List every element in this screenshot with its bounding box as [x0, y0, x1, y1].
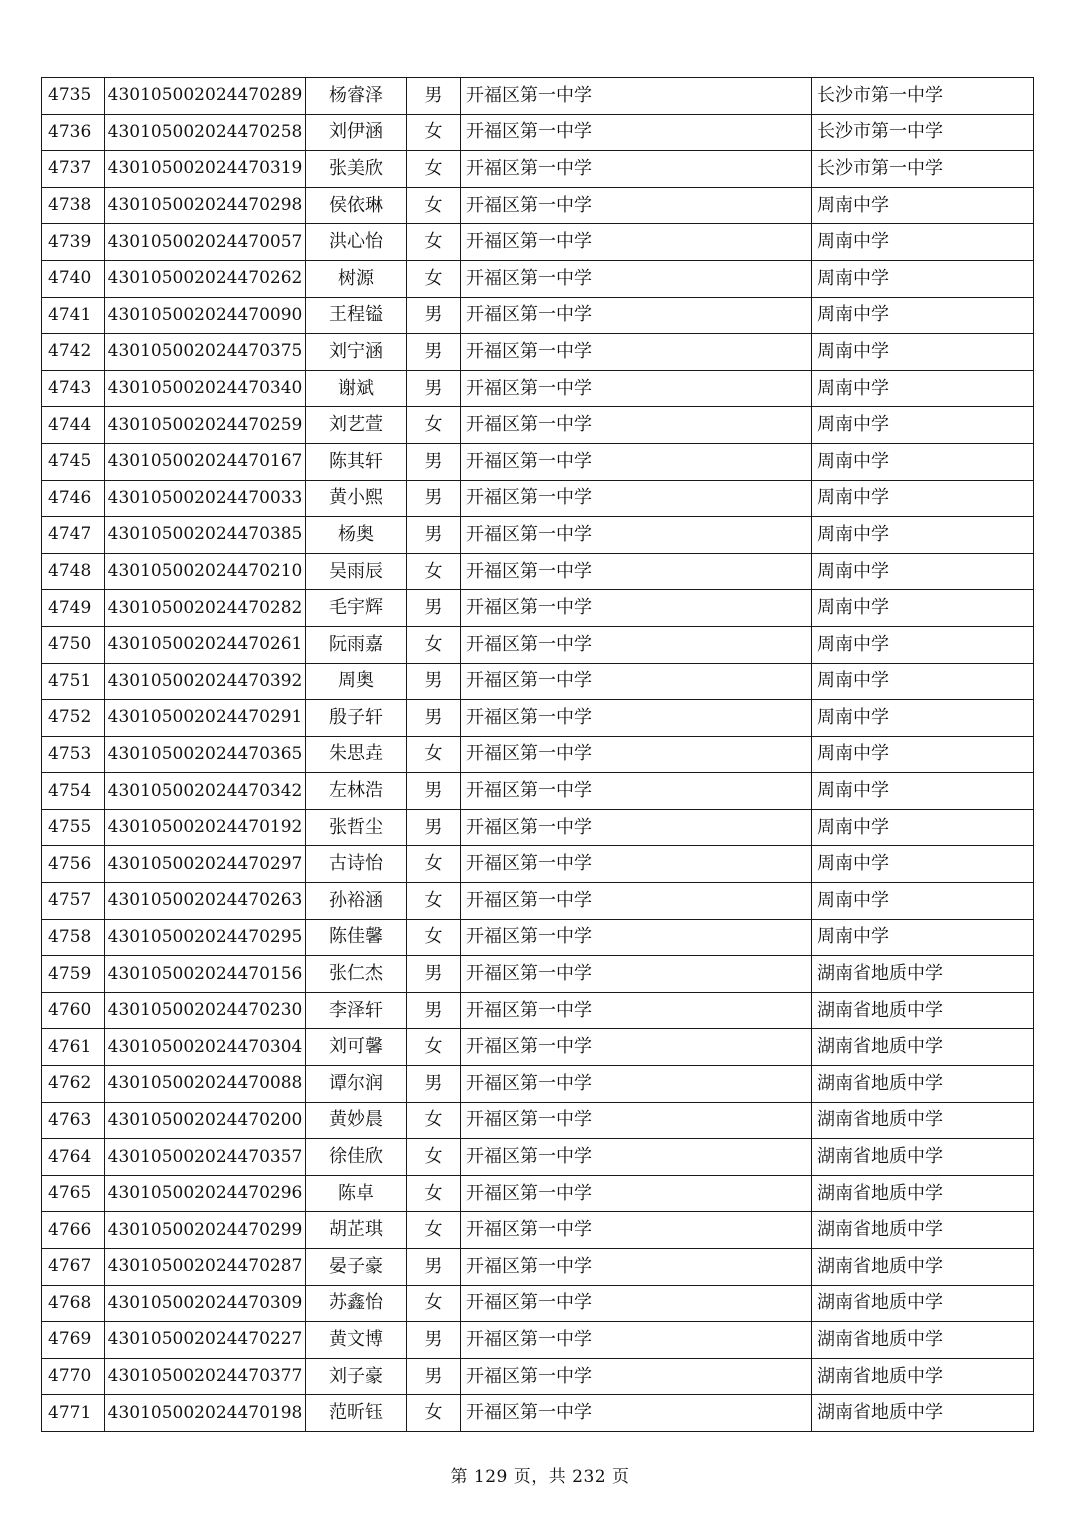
student-name-cell: 陈卓	[306, 1175, 407, 1212]
table-row	[42, 443, 1034, 480]
admitted-school-cell: 周南中学	[812, 260, 1034, 297]
student-roster-table	[41, 77, 1034, 1432]
seq-number-cell: 4766	[42, 1212, 105, 1249]
admitted-school-cell: 湖南省地质中学	[812, 1285, 1034, 1322]
table-row	[42, 1139, 1034, 1176]
exam-id-cell: 430105002024470259	[105, 407, 306, 444]
admitted-school-cell: 周南中学	[812, 553, 1034, 590]
table-row	[42, 1285, 1034, 1322]
seq-number-cell: 4751	[42, 663, 105, 700]
table-row	[42, 114, 1034, 151]
origin-school-cell: 开福区第一中学	[461, 517, 812, 554]
origin-school-cell: 开福区第一中学	[461, 443, 812, 480]
table-row	[42, 1322, 1034, 1359]
seq-number-cell: 4753	[42, 736, 105, 773]
table-row	[42, 809, 1034, 846]
gender-cell: 女	[407, 846, 461, 883]
admitted-school-cell: 长沙市第一中学	[812, 114, 1034, 151]
table-row	[42, 1395, 1034, 1432]
exam-id-cell: 430105002024470057	[105, 224, 306, 261]
origin-school-cell: 开福区第一中学	[461, 1139, 812, 1176]
seq-number-cell: 4735	[42, 78, 105, 115]
gender-cell: 女	[407, 1029, 461, 1066]
student-name-cell: 陈其轩	[306, 443, 407, 480]
exam-id-cell: 430105002024470262	[105, 260, 306, 297]
seq-number-cell: 4771	[42, 1395, 105, 1432]
seq-number-cell: 4746	[42, 480, 105, 517]
student-name-cell: 黄小熙	[306, 480, 407, 517]
exam-id-cell: 430105002024470090	[105, 297, 306, 334]
admitted-school-cell: 周南中学	[812, 334, 1034, 371]
exam-id-cell: 430105002024470263	[105, 883, 306, 920]
gender-cell: 男	[407, 773, 461, 810]
exam-id-cell: 430105002024470088	[105, 1066, 306, 1103]
admitted-school-cell: 周南中学	[812, 297, 1034, 334]
table-row	[42, 334, 1034, 371]
origin-school-cell: 开福区第一中学	[461, 334, 812, 371]
student-name-cell: 周奥	[306, 663, 407, 700]
exam-id-cell: 430105002024470261	[105, 626, 306, 663]
exam-id-cell: 430105002024470357	[105, 1139, 306, 1176]
student-name-cell: 毛宇辉	[306, 590, 407, 627]
gender-cell: 女	[407, 114, 461, 151]
seq-number-cell: 4764	[42, 1139, 105, 1176]
seq-number-cell: 4750	[42, 626, 105, 663]
table-row	[42, 736, 1034, 773]
table-row	[42, 151, 1034, 188]
student-name-cell: 树源	[306, 260, 407, 297]
admitted-school-cell: 周南中学	[812, 224, 1034, 261]
seq-number-cell: 4761	[42, 1029, 105, 1066]
table-row	[42, 297, 1034, 334]
gender-cell: 女	[407, 407, 461, 444]
table-row	[42, 224, 1034, 261]
origin-school-cell: 开福区第一中学	[461, 78, 812, 115]
origin-school-cell: 开福区第一中学	[461, 1249, 812, 1286]
admitted-school-cell: 周南中学	[812, 809, 1034, 846]
table-row	[42, 1066, 1034, 1103]
student-name-cell: 张仁杰	[306, 956, 407, 993]
origin-school-cell: 开福区第一中学	[461, 883, 812, 920]
exam-id-cell: 430105002024470385	[105, 517, 306, 554]
gender-cell: 女	[407, 151, 461, 188]
admitted-school-cell: 湖南省地质中学	[812, 1066, 1034, 1103]
exam-id-cell: 430105002024470296	[105, 1175, 306, 1212]
gender-cell: 男	[407, 809, 461, 846]
seq-number-cell: 4744	[42, 407, 105, 444]
seq-number-cell: 4767	[42, 1249, 105, 1286]
admitted-school-cell: 周南中学	[812, 590, 1034, 627]
seq-number-cell: 4752	[42, 700, 105, 737]
table-row	[42, 773, 1034, 810]
origin-school-cell: 开福区第一中学	[461, 1175, 812, 1212]
exam-id-cell: 430105002024470210	[105, 553, 306, 590]
origin-school-cell: 开福区第一中学	[461, 846, 812, 883]
table-row	[42, 480, 1034, 517]
student-name-cell: 侯依琳	[306, 187, 407, 224]
admitted-school-cell: 周南中学	[812, 187, 1034, 224]
student-name-cell: 洪心怡	[306, 224, 407, 261]
student-name-cell: 左林浩	[306, 773, 407, 810]
origin-school-cell: 开福区第一中学	[461, 480, 812, 517]
admitted-school-cell: 周南中学	[812, 443, 1034, 480]
seq-number-cell: 4754	[42, 773, 105, 810]
table-row	[42, 590, 1034, 627]
gender-cell: 女	[407, 553, 461, 590]
gender-cell: 男	[407, 1322, 461, 1359]
student-name-cell: 杨睿泽	[306, 78, 407, 115]
admitted-school-cell: 湖南省地质中学	[812, 1139, 1034, 1176]
table-row	[42, 260, 1034, 297]
origin-school-cell: 开福区第一中学	[461, 1029, 812, 1066]
origin-school-cell: 开福区第一中学	[461, 1322, 812, 1359]
student-name-cell: 苏鑫怡	[306, 1285, 407, 1322]
seq-number-cell: 4756	[42, 846, 105, 883]
origin-school-cell: 开福区第一中学	[461, 151, 812, 188]
student-name-cell: 徐佳欣	[306, 1139, 407, 1176]
gender-cell: 女	[407, 1395, 461, 1432]
exam-id-cell: 430105002024470342	[105, 773, 306, 810]
table-row	[42, 370, 1034, 407]
table-row	[42, 187, 1034, 224]
exam-id-cell: 430105002024470377	[105, 1358, 306, 1395]
admitted-school-cell: 周南中学	[812, 846, 1034, 883]
gender-cell: 男	[407, 992, 461, 1029]
table-row	[42, 663, 1034, 700]
seq-number-cell: 4736	[42, 114, 105, 151]
student-name-cell: 晏子豪	[306, 1249, 407, 1286]
admitted-school-cell: 湖南省地质中学	[812, 1175, 1034, 1212]
gender-cell: 男	[407, 1066, 461, 1103]
origin-school-cell: 开福区第一中学	[461, 1102, 812, 1139]
student-name-cell: 李泽轩	[306, 992, 407, 1029]
exam-id-cell: 430105002024470227	[105, 1322, 306, 1359]
table-row	[42, 956, 1034, 993]
student-name-cell: 张美欣	[306, 151, 407, 188]
gender-cell: 男	[407, 590, 461, 627]
table-row	[42, 883, 1034, 920]
table-row	[42, 553, 1034, 590]
gender-cell: 女	[407, 1139, 461, 1176]
student-name-cell: 杨奥	[306, 517, 407, 554]
exam-id-cell: 430105002024470167	[105, 443, 306, 480]
student-name-cell: 刘可馨	[306, 1029, 407, 1066]
admitted-school-cell: 湖南省地质中学	[812, 1212, 1034, 1249]
origin-school-cell: 开福区第一中学	[461, 956, 812, 993]
student-name-cell: 刘子豪	[306, 1358, 407, 1395]
student-name-cell: 刘伊涵	[306, 114, 407, 151]
student-name-cell: 张哲尘	[306, 809, 407, 846]
student-name-cell: 古诗怡	[306, 846, 407, 883]
table-row	[42, 1358, 1034, 1395]
seq-number-cell: 4758	[42, 919, 105, 956]
exam-id-cell: 430105002024470365	[105, 736, 306, 773]
gender-cell: 女	[407, 1212, 461, 1249]
seq-number-cell: 4748	[42, 553, 105, 590]
admitted-school-cell: 周南中学	[812, 480, 1034, 517]
seq-number-cell: 4742	[42, 334, 105, 371]
table-row	[42, 517, 1034, 554]
exam-id-cell: 430105002024470200	[105, 1102, 306, 1139]
origin-school-cell: 开福区第一中学	[461, 1358, 812, 1395]
exam-id-cell: 430105002024470304	[105, 1029, 306, 1066]
gender-cell: 男	[407, 1249, 461, 1286]
admitted-school-cell: 湖南省地质中学	[812, 1249, 1034, 1286]
gender-cell: 男	[407, 700, 461, 737]
exam-id-cell: 430105002024470392	[105, 663, 306, 700]
seq-number-cell: 4749	[42, 590, 105, 627]
admitted-school-cell: 周南中学	[812, 773, 1034, 810]
seq-number-cell: 4759	[42, 956, 105, 993]
admitted-school-cell: 周南中学	[812, 626, 1034, 663]
gender-cell: 男	[407, 334, 461, 371]
student-name-cell: 胡芷琪	[306, 1212, 407, 1249]
seq-number-cell: 4740	[42, 260, 105, 297]
origin-school-cell: 开福区第一中学	[461, 224, 812, 261]
student-name-cell: 刘艺萱	[306, 407, 407, 444]
student-name-cell: 吴雨辰	[306, 553, 407, 590]
table-row	[42, 846, 1034, 883]
exam-id-cell: 430105002024470309	[105, 1285, 306, 1322]
exam-id-cell: 430105002024470340	[105, 370, 306, 407]
exam-id-cell: 430105002024470319	[105, 151, 306, 188]
seq-number-cell: 4745	[42, 443, 105, 480]
gender-cell: 男	[407, 443, 461, 480]
table-row	[42, 407, 1034, 444]
seq-number-cell: 4762	[42, 1066, 105, 1103]
seq-number-cell: 4741	[42, 297, 105, 334]
origin-school-cell: 开福区第一中学	[461, 1395, 812, 1432]
gender-cell: 男	[407, 1358, 461, 1395]
exam-id-cell: 430105002024470033	[105, 480, 306, 517]
origin-school-cell: 开福区第一中学	[461, 370, 812, 407]
admitted-school-cell: 周南中学	[812, 517, 1034, 554]
exam-id-cell: 430105002024470287	[105, 1249, 306, 1286]
exam-id-cell: 430105002024470258	[105, 114, 306, 151]
exam-id-cell: 430105002024470156	[105, 956, 306, 993]
admitted-school-cell: 周南中学	[812, 370, 1034, 407]
admitted-school-cell: 周南中学	[812, 407, 1034, 444]
gender-cell: 女	[407, 187, 461, 224]
seq-number-cell: 4769	[42, 1322, 105, 1359]
table-row	[42, 1249, 1034, 1286]
gender-cell: 女	[407, 736, 461, 773]
admitted-school-cell: 湖南省地质中学	[812, 1395, 1034, 1432]
student-name-cell: 刘宁涵	[306, 334, 407, 371]
gender-cell: 女	[407, 626, 461, 663]
origin-school-cell: 开福区第一中学	[461, 260, 812, 297]
origin-school-cell: 开福区第一中学	[461, 773, 812, 810]
seq-number-cell: 4738	[42, 187, 105, 224]
gender-cell: 女	[407, 260, 461, 297]
exam-id-cell: 430105002024470298	[105, 187, 306, 224]
admitted-school-cell: 湖南省地质中学	[812, 992, 1034, 1029]
origin-school-cell: 开福区第一中学	[461, 626, 812, 663]
admitted-school-cell: 周南中学	[812, 700, 1034, 737]
seq-number-cell: 4743	[42, 370, 105, 407]
gender-cell: 女	[407, 1175, 461, 1212]
origin-school-cell: 开福区第一中学	[461, 1285, 812, 1322]
seq-number-cell: 4765	[42, 1175, 105, 1212]
student-name-cell: 朱思垚	[306, 736, 407, 773]
seq-number-cell: 4768	[42, 1285, 105, 1322]
seq-number-cell: 4770	[42, 1358, 105, 1395]
student-name-cell: 谭尔润	[306, 1066, 407, 1103]
table-row	[42, 992, 1034, 1029]
admitted-school-cell: 长沙市第一中学	[812, 78, 1034, 115]
table-row	[42, 1175, 1034, 1212]
admitted-school-cell: 湖南省地质中学	[812, 1102, 1034, 1139]
student-name-cell: 陈佳馨	[306, 919, 407, 956]
student-name-cell: 殷子轩	[306, 700, 407, 737]
table-row	[42, 919, 1034, 956]
origin-school-cell: 开福区第一中学	[461, 919, 812, 956]
origin-school-cell: 开福区第一中学	[461, 992, 812, 1029]
page-footer: 第 129 页，共 232 页	[450, 1467, 630, 1487]
admitted-school-cell: 周南中学	[812, 919, 1034, 956]
seq-number-cell: 4757	[42, 883, 105, 920]
seq-number-cell: 4747	[42, 517, 105, 554]
admitted-school-cell: 长沙市第一中学	[812, 151, 1034, 188]
student-name-cell: 范昕钰	[306, 1395, 407, 1432]
gender-cell: 男	[407, 297, 461, 334]
gender-cell: 女	[407, 224, 461, 261]
origin-school-cell: 开福区第一中学	[461, 809, 812, 846]
seq-number-cell: 4763	[42, 1102, 105, 1139]
origin-school-cell: 开福区第一中学	[461, 590, 812, 627]
admitted-school-cell: 周南中学	[812, 883, 1034, 920]
gender-cell: 男	[407, 480, 461, 517]
seq-number-cell: 4739	[42, 224, 105, 261]
student-name-cell: 黄文博	[306, 1322, 407, 1359]
origin-school-cell: 开福区第一中学	[461, 663, 812, 700]
origin-school-cell: 开福区第一中学	[461, 1066, 812, 1103]
table-row	[42, 1029, 1034, 1066]
seq-number-cell: 4760	[42, 992, 105, 1029]
origin-school-cell: 开福区第一中学	[461, 187, 812, 224]
exam-id-cell: 430105002024470289	[105, 78, 306, 115]
exam-id-cell: 430105002024470282	[105, 590, 306, 627]
student-name-cell: 黄妙晨	[306, 1102, 407, 1139]
origin-school-cell: 开福区第一中学	[461, 700, 812, 737]
admitted-school-cell: 湖南省地质中学	[812, 956, 1034, 993]
origin-school-cell: 开福区第一中学	[461, 553, 812, 590]
gender-cell: 女	[407, 1102, 461, 1139]
student-name-cell: 阮雨嘉	[306, 626, 407, 663]
gender-cell: 男	[407, 956, 461, 993]
exam-id-cell: 430105002024470230	[105, 992, 306, 1029]
table-row	[42, 78, 1034, 115]
gender-cell: 女	[407, 883, 461, 920]
origin-school-cell: 开福区第一中学	[461, 114, 812, 151]
exam-id-cell: 430105002024470375	[105, 334, 306, 371]
roster-body	[42, 78, 1034, 1432]
table-row	[42, 1212, 1034, 1249]
exam-id-cell: 430105002024470291	[105, 700, 306, 737]
admitted-school-cell: 湖南省地质中学	[812, 1029, 1034, 1066]
gender-cell: 男	[407, 663, 461, 700]
origin-school-cell: 开福区第一中学	[461, 407, 812, 444]
exam-id-cell: 430105002024470192	[105, 809, 306, 846]
admitted-school-cell: 周南中学	[812, 736, 1034, 773]
seq-number-cell: 4737	[42, 151, 105, 188]
student-name-cell: 谢斌	[306, 370, 407, 407]
exam-id-cell: 430105002024470299	[105, 1212, 306, 1249]
origin-school-cell: 开福区第一中学	[461, 736, 812, 773]
admitted-school-cell: 湖南省地质中学	[812, 1322, 1034, 1359]
gender-cell: 女	[407, 919, 461, 956]
exam-id-cell: 430105002024470297	[105, 846, 306, 883]
gender-cell: 男	[407, 517, 461, 554]
table-row	[42, 1102, 1034, 1139]
gender-cell: 女	[407, 1285, 461, 1322]
student-name-cell: 孙裕涵	[306, 883, 407, 920]
gender-cell: 男	[407, 370, 461, 407]
origin-school-cell: 开福区第一中学	[461, 297, 812, 334]
admitted-school-cell: 湖南省地质中学	[812, 1358, 1034, 1395]
table-row	[42, 626, 1034, 663]
student-name-cell: 王程镒	[306, 297, 407, 334]
gender-cell: 男	[407, 78, 461, 115]
exam-id-cell: 430105002024470198	[105, 1395, 306, 1432]
seq-number-cell: 4755	[42, 809, 105, 846]
exam-id-cell: 430105002024470295	[105, 919, 306, 956]
origin-school-cell: 开福区第一中学	[461, 1212, 812, 1249]
admitted-school-cell: 周南中学	[812, 663, 1034, 700]
table-row	[42, 700, 1034, 737]
